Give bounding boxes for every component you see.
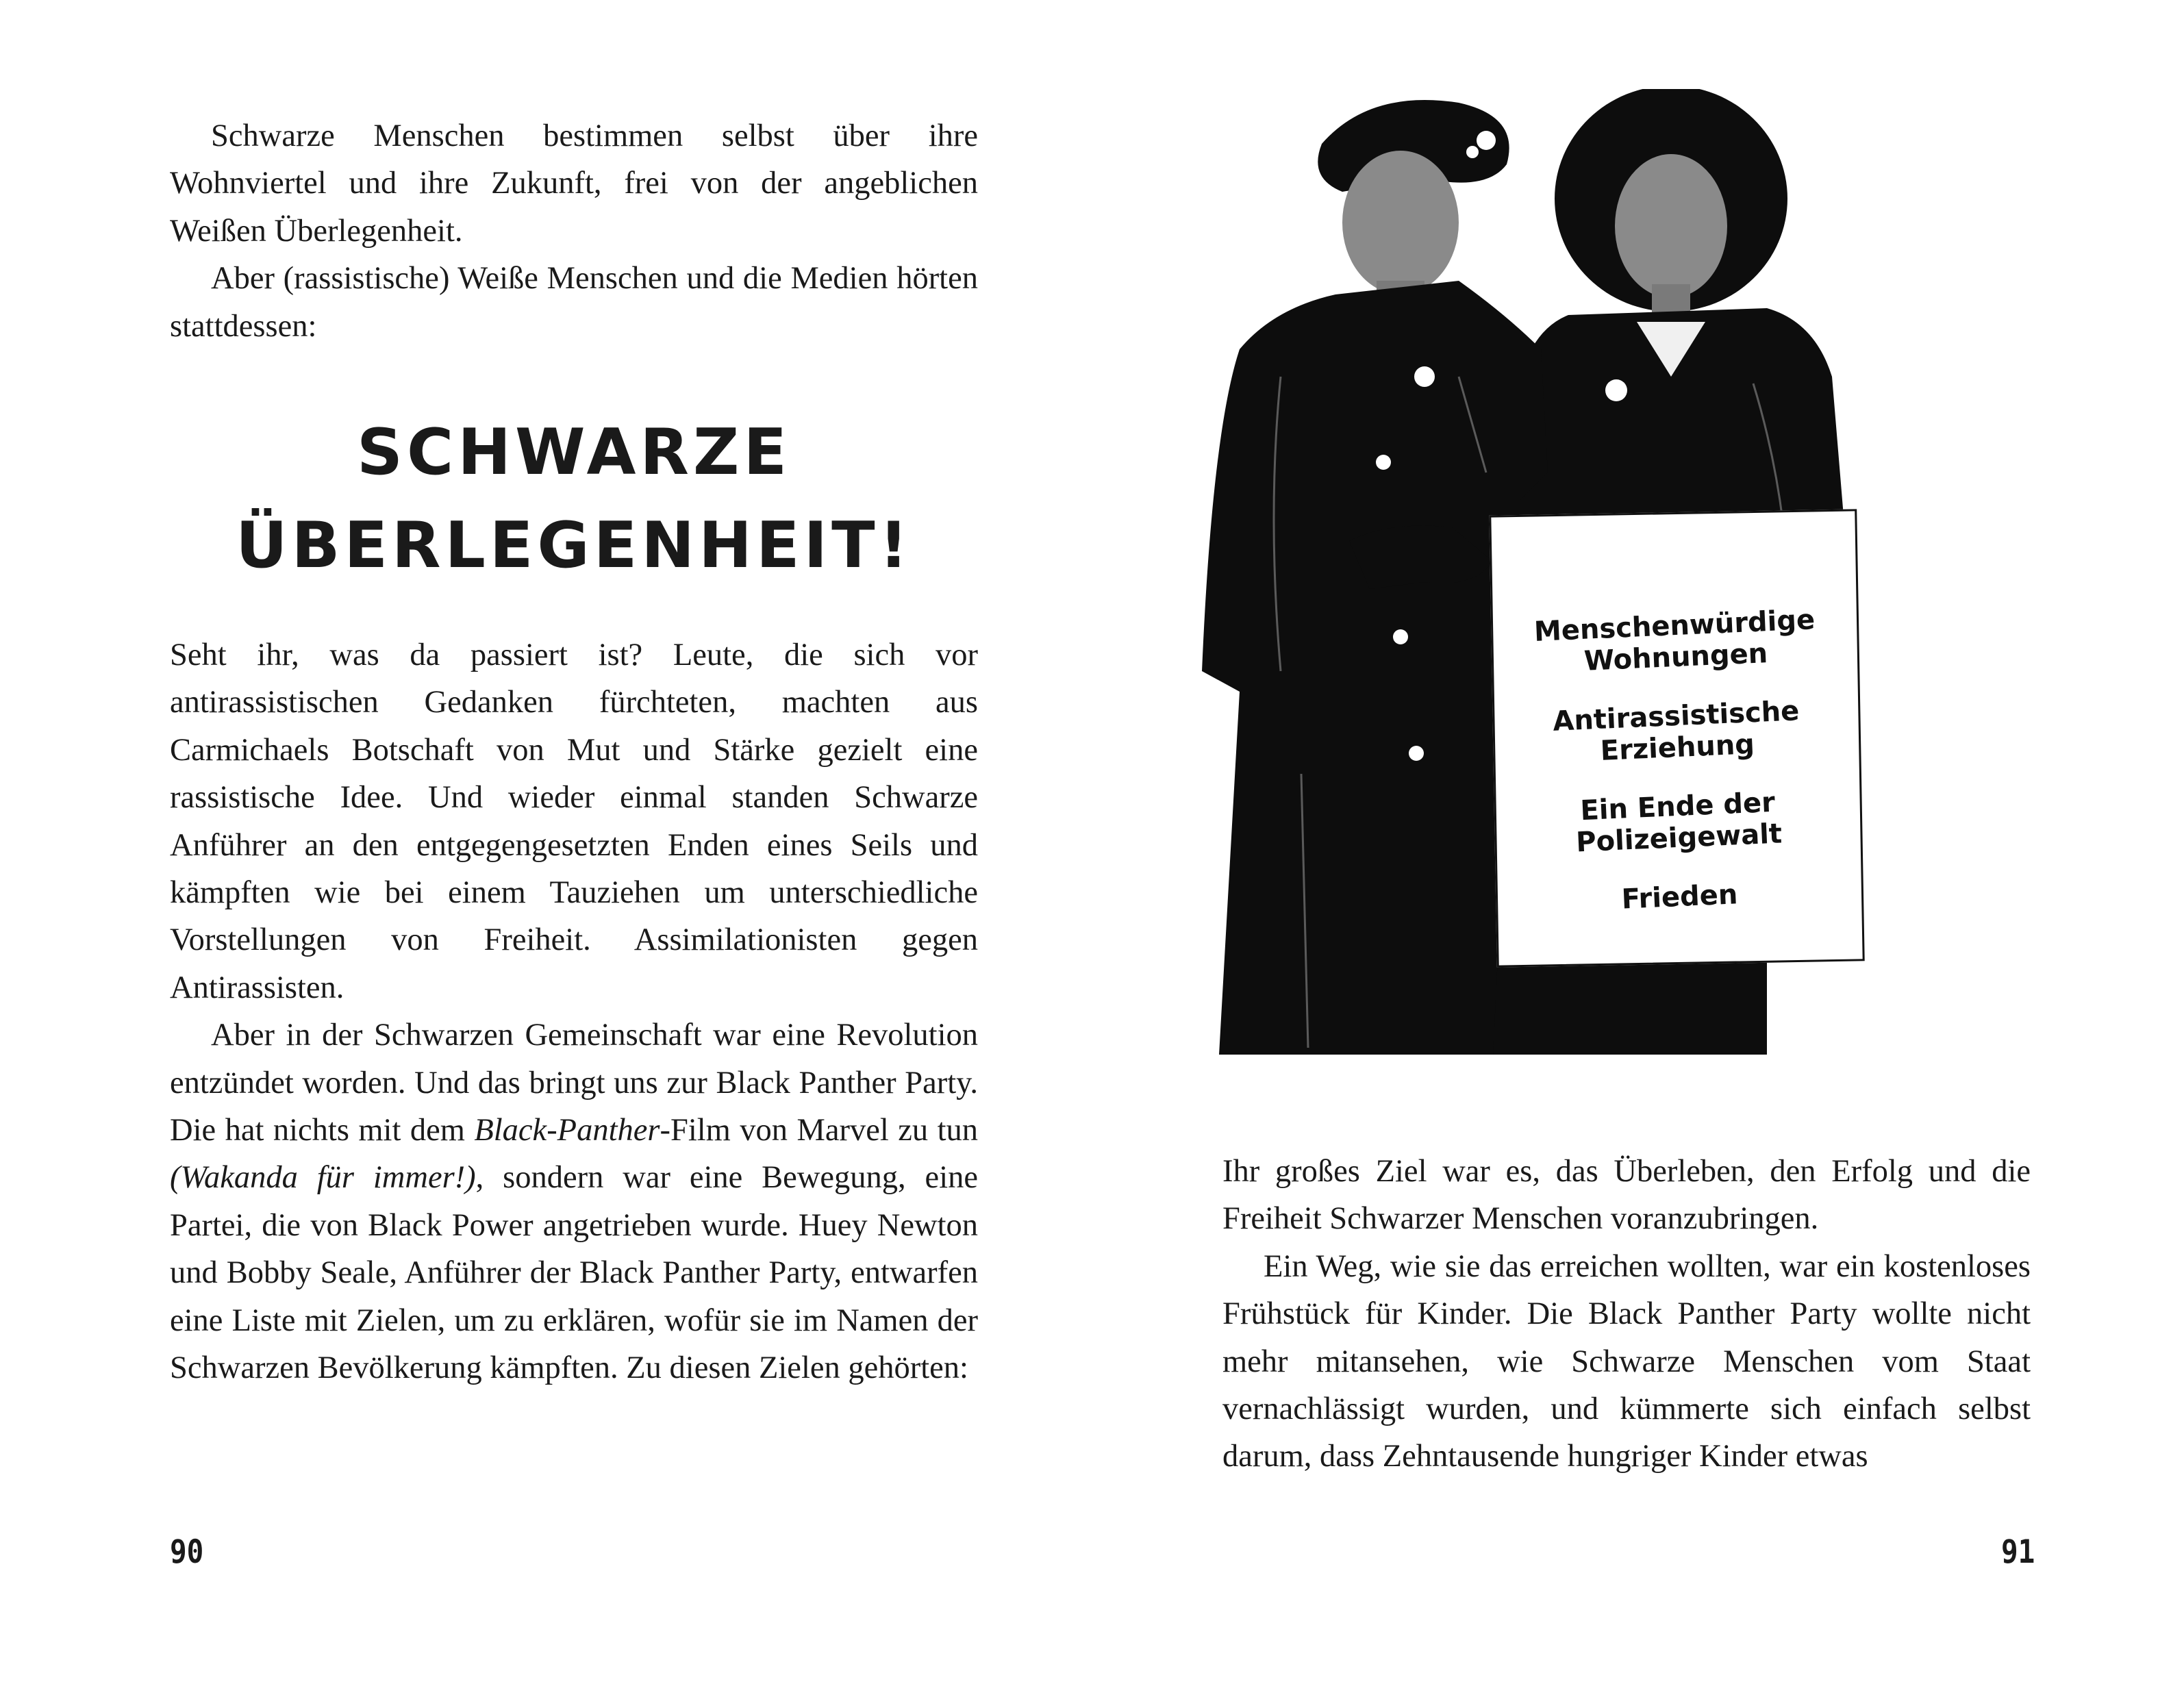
paragraph: Seht ihr, was da passiert ist? Leute, die sich vor antirassistischen Gedanken fürchteten, machten aus Carmichaels Botschaft von Mut und Stärke gezielt eine rassistische Idee. Und wieder einmal standen Schwarze Anführer an den entgegengesetzten Enden eines Seils und kämpften wie bei einem Tauziehen um unterschiedliche Vorstellungen von Freiheit. Assimilationisten gegen Antirassisten. [170, 638, 978, 1005]
text-run: -Film von Marvel zu tun [660, 1113, 978, 1148]
paragraph [170, 1011, 978, 1392]
right-body-text [1222, 1148, 2031, 1481]
sign-text: Polizeigewalt [1575, 818, 1783, 859]
paragraph: Schwarze Menschen bestimmen selbst über ihre Wohnviertel und ihre Zukunft, frei von der angeblichen Weißen Überlegenheit. [170, 118, 978, 249]
body-text [170, 631, 978, 1392]
sign-text: Erziehung [1599, 729, 1755, 767]
aside: (Wakanda für immer!) [170, 1160, 476, 1196]
sign-goal-housing [1492, 602, 1859, 681]
sign-text: Ein Ende der [1579, 786, 1776, 827]
sign-goal-education [1494, 692, 1860, 771]
headline-line: ÜBERLEGENHEIT! [236, 508, 912, 582]
page-number: 91 [2001, 1533, 2035, 1571]
protest-sign [1489, 509, 1864, 967]
opening-text [170, 112, 978, 350]
paragraph: Aber (rassistische) Weiße Menschen und die Medien hörten stattdessen: [170, 261, 978, 344]
paragraph: Ein Weg, wie sie das erreichen wollten, war ein kostenloses Frühstück für Kinder. Die Black Panther Party wollte nicht mehr mitansehen, wie Schwarze Menschen vom Staat vernachlässigt wurden, und kümmerte sich einfach selbst darum, dass Zehntausende hungriger Kinder etwas [1222, 1248, 2031, 1474]
sign-goal-peace: Frieden [1620, 879, 1739, 916]
sign-text: Wohnungen [1583, 638, 1769, 677]
sign-goal-police [1495, 783, 1861, 861]
sign-text: Menschenwürdige [1533, 604, 1816, 648]
headline-line: SCHWARZE [356, 415, 792, 489]
text-run: Aber in der Schwarzen Gemeinschaft war eine Revolution entzündet worden. Und das bringt uns zur Black Panther Party. Die hat nichts mit dem [170, 1018, 978, 1148]
text-run: , sondern war eine Bewegung, eine Partei, die von Black Power angetrieben wurde. Huey Newton und Bobby Seale, Anführer der Black Panther Party, entwarfen eine Liste mit Zielen, um zu erklären, wofür sie im Namen der Schwarzen Bevölkerung kämpften. Zu diesen Zielen gehörten: [170, 1160, 978, 1386]
page-number: 90 [170, 1533, 204, 1571]
film-title: Black-Panther [474, 1113, 660, 1148]
paragraph: Ihr großes Ziel war es, das Überleben, den Erfolg und die Freiheit Schwarzer Menschen voranzubringen. [1222, 1154, 2031, 1237]
headline [170, 405, 978, 592]
sign-text: Antirassistische [1552, 695, 1800, 738]
